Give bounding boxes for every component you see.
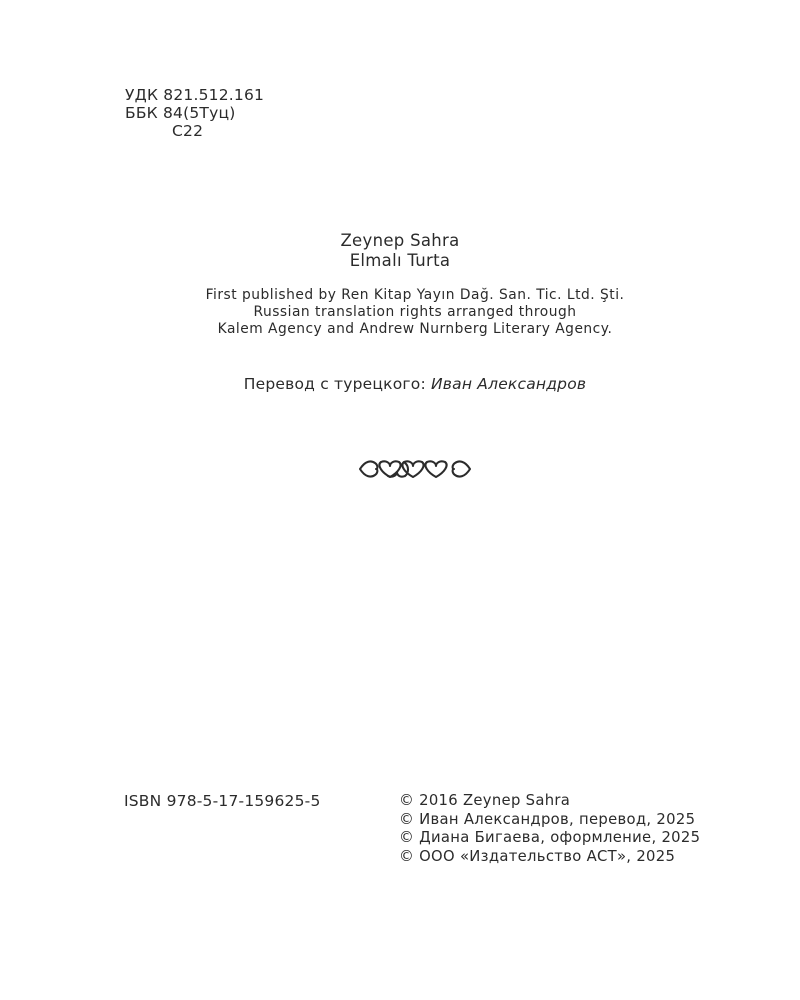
- copyright-block: [399, 792, 700, 866]
- copyright-line: © ООО «Издательство АСТ», 2025: [399, 847, 676, 865]
- rights-notice-line: First published by Ren Kitap Yayın Dağ. San. Tic. Ltd. Şti.: [205, 287, 625, 303]
- translator-name: Иван Александров: [431, 375, 587, 393]
- translation-label: Перевод с турецкого:: [243, 375, 431, 393]
- original-author: Zeynep Sahra: [340, 231, 460, 250]
- rights-notice: [0, 287, 800, 338]
- original-work-block: [0, 231, 800, 271]
- udk-code: УДК 821.512.161: [125, 86, 265, 104]
- author-mark: С22: [172, 122, 204, 140]
- original-title: Elmalı Turta: [349, 251, 451, 270]
- bbk-code: ББК 84(5Туц): [125, 104, 236, 122]
- translation-credit: [0, 374, 800, 394]
- isbn: ISBN 978-5-17-159625-5: [124, 792, 321, 810]
- interlocking-hearts-ornament-icon: [357, 458, 473, 480]
- rights-notice-line: Russian translation rights arranged through: [253, 304, 577, 320]
- copyright-line: © Диана Бигаева, оформление, 2025: [399, 829, 701, 846]
- rights-notice-line: Kalem Agency and Andrew Nurnberg Literary Agency.: [217, 321, 613, 337]
- copyright-line: © Иван Александров, перевод, 2025: [399, 810, 696, 828]
- classification-block: [125, 86, 264, 140]
- copyright-line: © 2016 Zeynep Sahra: [399, 792, 571, 809]
